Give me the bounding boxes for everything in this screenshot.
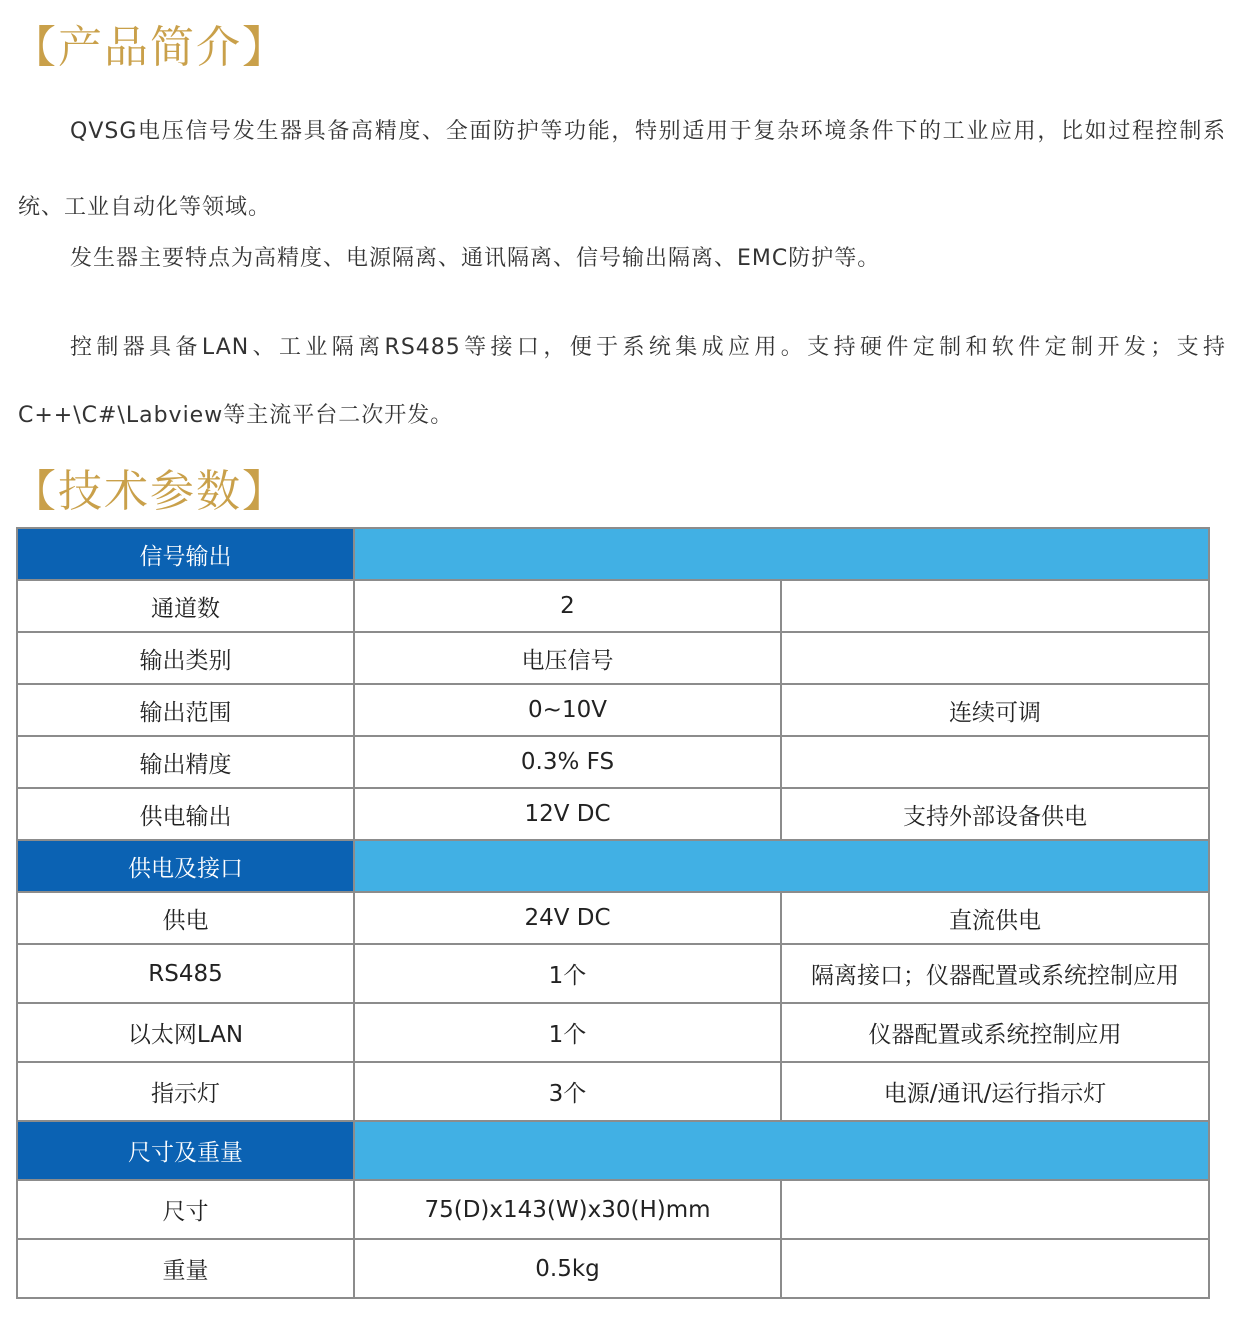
table-row — [17, 684, 1209, 736]
product-intro-title: 【产品简介】 — [12, 22, 288, 73]
param-value: 1个 — [354, 1003, 781, 1062]
table-row — [17, 632, 1209, 684]
table-row — [17, 736, 1209, 788]
spec-table — [16, 527, 1210, 1299]
param-value: 0~10V — [354, 684, 781, 736]
intro-paragraph-2: 发生器主要特点为高精度、电源隔离、通讯隔离、信号输出隔离、EMC防护等。 — [70, 246, 881, 271]
tech-specs-title: 【技术参数】 — [12, 466, 288, 517]
param-name: 尺寸 — [17, 1180, 354, 1239]
table-row — [17, 580, 1209, 632]
table-row — [17, 1180, 1209, 1239]
param-note: 隔离接口；仪器配置或系统控制应用 — [781, 944, 1209, 1003]
table-row — [17, 1003, 1209, 1062]
param-value: 3个 — [354, 1062, 781, 1121]
section-header-label: 信号输出 — [17, 528, 354, 580]
param-name: 输出类别 — [17, 632, 354, 684]
table-row — [17, 1062, 1209, 1121]
section-header-power-interface — [17, 840, 1209, 892]
param-note — [781, 736, 1209, 788]
intro-paragraph-3: 控制器具备LAN、工业隔离RS485等接口，便于系统集成应用。支持硬件定制和软件定制开发；支持C++\C#\Labview等主流平台二次开发。 — [18, 335, 1226, 428]
param-note — [781, 580, 1209, 632]
param-note — [781, 632, 1209, 684]
param-name: 指示灯 — [17, 1062, 354, 1121]
param-value: 75(D)x143(W)x30(H)mm — [354, 1180, 781, 1239]
param-name: 输出精度 — [17, 736, 354, 788]
param-name: 输出范围 — [17, 684, 354, 736]
section-header-fill — [354, 528, 1209, 580]
section-header-label: 尺寸及重量 — [17, 1121, 354, 1180]
param-note: 电源/通讯/运行指示灯 — [781, 1062, 1209, 1121]
param-note: 仪器配置或系统控制应用 — [781, 1003, 1209, 1062]
param-note — [781, 1239, 1209, 1298]
section-header-label: 供电及接口 — [17, 840, 354, 892]
param-value: 1个 — [354, 944, 781, 1003]
param-value: 2 — [354, 580, 781, 632]
param-value: 0.5kg — [354, 1239, 781, 1298]
param-name: 以太网LAN — [17, 1003, 354, 1062]
section-header-fill — [354, 840, 1209, 892]
param-value: 电压信号 — [354, 632, 781, 684]
param-note: 支持外部设备供电 — [781, 788, 1209, 840]
param-value: 24V DC — [354, 892, 781, 944]
param-name: 供电输出 — [17, 788, 354, 840]
param-name: RS485 — [17, 944, 354, 1003]
table-row — [17, 892, 1209, 944]
param-name: 通道数 — [17, 580, 354, 632]
section-header-signal-output — [17, 528, 1209, 580]
param-name: 供电 — [17, 892, 354, 944]
section-header-size-weight — [17, 1121, 1209, 1180]
param-value: 0.3% FS — [354, 736, 781, 788]
param-note: 连续可调 — [781, 684, 1209, 736]
table-row — [17, 944, 1209, 1003]
param-name: 重量 — [17, 1239, 354, 1298]
section-header-fill — [354, 1121, 1209, 1180]
intro-paragraph-1: QVSG电压信号发生器具备高精度、全面防护等功能，特别适用于复杂环境条件下的工业应用，比如过程控制系统、工业自动化等领域。 — [18, 119, 1226, 220]
param-value: 12V DC — [354, 788, 781, 840]
table-row — [17, 788, 1209, 840]
param-note — [781, 1180, 1209, 1239]
param-note: 直流供电 — [781, 892, 1209, 944]
table-row — [17, 1239, 1209, 1298]
